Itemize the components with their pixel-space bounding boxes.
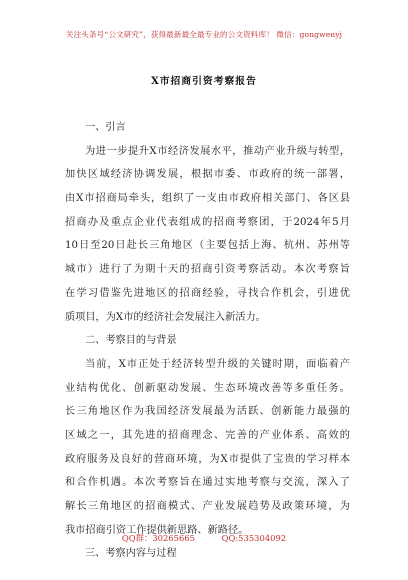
header-promo-note: 关注头条号“公文研究”，获得最新最全最专业的公文资料库！ 微信：gongwenyj <box>65 30 343 39</box>
paragraph-line: 由X市招商局牵头，组织了一支由市政府相关部门、各区县 <box>65 193 350 205</box>
paragraph-line: 政府服务及良好的营商环境，为X市提供了宝贵的学习样本 <box>65 453 350 465</box>
paragraph-line: 业结构优化、创新驱动发展、生态环境改善等多重任务。 <box>65 382 350 394</box>
footer-qq: QQ:535304092 <box>221 533 287 543</box>
section-heading: 三、考察内容与过程 <box>85 548 177 560</box>
section-heading: 一、引言 <box>85 122 126 133</box>
paragraph-line: 城市）进行了为期十天的招商引资考察活动。本次考察旨 <box>65 264 350 276</box>
paragraph-line: 解长三角地区的招商模式、产业发展趋势及政策环境，为 <box>65 501 350 512</box>
paragraph-line: 区域之一，其先进的招商理念、完善的产业体系、高效的 <box>65 429 350 441</box>
footer-qq-group: QQ群：30265665 <box>121 533 195 543</box>
paragraph-line: 质项目，为X市的经济社会发展注入新活力。 <box>65 311 266 323</box>
paragraph-line: 加快区域经济协调发展，根据市委、市政府的统一部署， <box>65 169 350 181</box>
document-body <box>65 116 350 566</box>
document-title: X市招商引资考察报告 <box>151 76 257 87</box>
footer-contact <box>0 532 408 544</box>
paragraph-line: 为进一步提升X市经济发展水平，推动产业升级与转型， <box>85 145 350 157</box>
paragraph-line: 当前，X市正处于经济转型升级的关键时期，面临着产 <box>85 358 350 370</box>
paragraph-line: 在学习借鉴先进地区的招商经验，寻找合作机会，引进优 <box>65 287 350 299</box>
paragraph-line: 10日至20日赴长三角地区（主要包括上海、杭州、苏州等 <box>65 240 350 252</box>
paragraph-line: 我市招商引资工作提供新思路、新路径。 <box>65 524 249 536</box>
paragraph-line: 长三角地区作为我国经济发展最为活跃、创新能力最强的 <box>65 406 350 418</box>
paragraph-line: 招商办及重点企业代表组成的招商考察团，于2024年5月 <box>65 216 350 228</box>
section-heading: 二、考察目的与背景 <box>85 335 177 347</box>
paragraph-line: 和合作机遇。本次考察旨在通过实地考察与交流，深入了 <box>65 477 350 489</box>
